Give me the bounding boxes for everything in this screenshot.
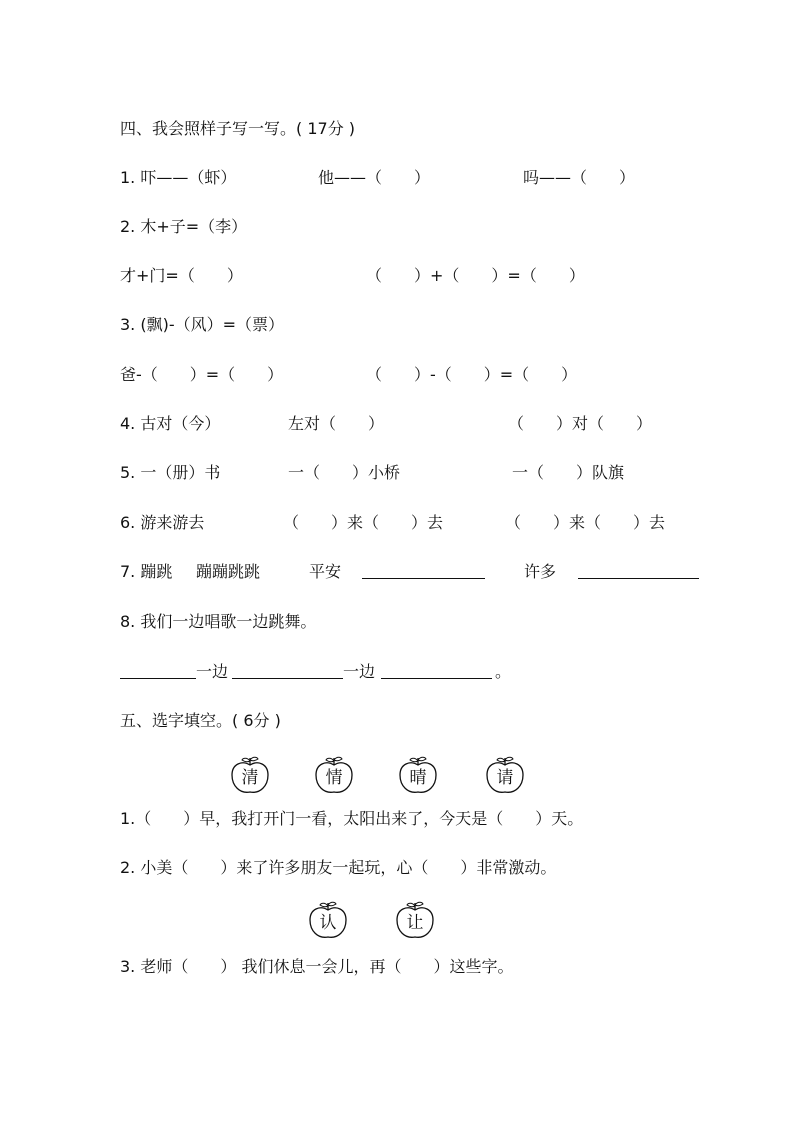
q7-blank-pingan[interactable] [362, 578, 485, 579]
q8-example: 8. 我们一边唱歌一边跳舞。 [120, 612, 317, 631]
q1-item-ta[interactable]: 他——（ ） [318, 168, 431, 187]
q3-example: 3. (飘)-（风）=（票） [120, 315, 285, 334]
section-5-title: 五、选字填空。( 6分 ) [120, 711, 281, 730]
q8-blank-2[interactable] [232, 678, 343, 679]
section-4-heading [0, 114, 794, 144]
apple-char: 让 [406, 913, 424, 933]
q8-word-2: 一边 [343, 662, 376, 681]
q7-row [0, 557, 794, 587]
apple-char: 清 [241, 768, 259, 788]
q5-item-c[interactable]: 一（ ）队旗 [512, 463, 625, 482]
q4-example: 4. 古对（今） [120, 414, 221, 433]
q4-row [0, 409, 794, 439]
apple-char-rang [394, 899, 436, 941]
apple-char-qing-clear [229, 754, 271, 796]
q3-row [0, 360, 794, 390]
q7-word-xuduo: 许多 [524, 562, 557, 581]
q8-period: 。 [495, 662, 512, 681]
apple-char: 情 [325, 768, 343, 788]
q8-example-row [0, 607, 794, 637]
q7-word-pingan: 平安 [309, 562, 342, 581]
q3-example-row [0, 310, 794, 340]
apple-char-qing-please [484, 754, 526, 796]
apple-char: 认 [319, 913, 337, 933]
apple-char: 晴 [409, 768, 427, 788]
q4-item-b[interactable]: 左对（ ） [288, 414, 385, 433]
s5-q3-row [0, 952, 794, 982]
q2-example-row [0, 212, 794, 242]
q3-item-a[interactable]: 爸-（ ）=（ ） [120, 365, 284, 384]
q8-row [0, 657, 794, 687]
q2-row [0, 261, 794, 291]
q7-example: 7. 蹦跳 [120, 562, 173, 581]
q5-row [0, 458, 794, 488]
apple-char-ren [307, 899, 349, 941]
q7-blank-xuduo[interactable] [578, 578, 699, 579]
q5-example: 5. 一（册）书 [120, 463, 221, 482]
q1-row [0, 163, 794, 193]
s5-q1-row [0, 804, 794, 834]
apple-char-qing-sunny [397, 754, 439, 796]
q4-item-c[interactable]: （ ）对（ ） [508, 414, 653, 433]
s5-q3[interactable]: 3. 老师（ ） 我们休息一会儿，再（ ）这些字。 [120, 957, 514, 976]
q6-item-c[interactable]: （ ）来（ ）去 [505, 513, 666, 532]
s5-q2-row [0, 853, 794, 883]
q8-blank-3[interactable] [381, 678, 492, 679]
q6-item-b[interactable]: （ ）来（ ）去 [283, 513, 444, 532]
s5-q2[interactable]: 2. 小美（ ）来了许多朋友一起玩，心（ ）非常激动。 [120, 858, 557, 877]
q8-blank-1[interactable] [120, 678, 196, 679]
q2-item-b[interactable]: （ ）+（ ）=（ ） [366, 266, 585, 285]
section-4-title: 四、我会照样子写一写。( 17分 ) [120, 119, 356, 138]
q1-item-ma[interactable]: 吗——（ ） [523, 168, 636, 187]
q8-word-1: 一边 [196, 662, 229, 681]
q5-item-b[interactable]: 一（ ）小桥 [288, 463, 401, 482]
q6-example: 6. 游来游去 [120, 513, 205, 532]
q2-example: 2. 木+子=（李） [120, 217, 248, 236]
q2-item-a[interactable]: 才+门=（ ） [120, 266, 243, 285]
apple-char: 请 [496, 768, 514, 788]
s5-q1[interactable]: 1.（ ）早，我打开门一看，太阳出来了，今天是（ ）天。 [120, 809, 584, 828]
q1-example: 1. 吓——（虾） [120, 168, 237, 187]
q3-item-b[interactable]: （ ）-（ ）=（ ） [366, 365, 578, 384]
q6-row [0, 508, 794, 538]
q7-example-answer: 蹦蹦跳跳 [196, 562, 261, 581]
apple-char-qing-feeling [313, 754, 355, 796]
section-5-heading [0, 706, 794, 736]
